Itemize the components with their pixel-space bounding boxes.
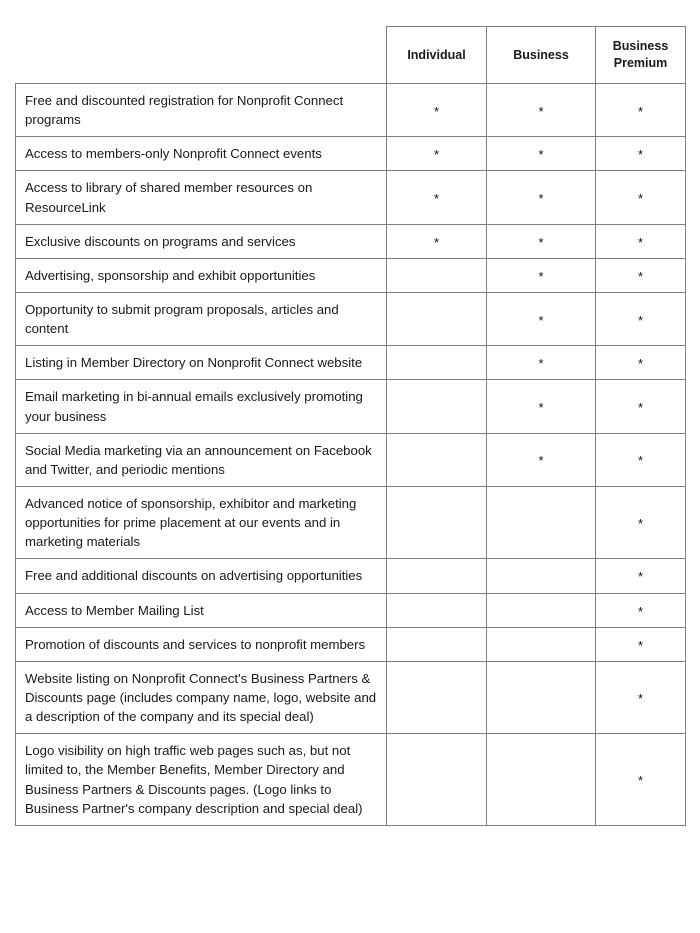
benefit-mark-cell-business [487,627,596,661]
column-header-business-premium [596,27,686,84]
column-header-business: Business [487,27,596,84]
table-row [16,486,686,558]
benefit-mark-cell-business [487,292,596,345]
table-row [16,593,686,627]
benefit-mark-cell-premium [596,346,686,380]
asterisk-icon: * [538,268,544,284]
asterisk-icon: * [538,191,544,207]
benefit-description-cell: Exclusive discounts on programs and services [16,224,387,258]
table-row [16,346,686,380]
asterisk-icon: * [538,147,544,163]
asterisk-icon: * [637,637,644,653]
benefit-mark-cell-business [487,559,596,593]
benefit-mark-cell-business [487,593,596,627]
benefit-mark-cell-premium [596,224,686,258]
benefit-mark-cell-premium [596,84,686,137]
benefit-mark-cell-individual [387,734,487,826]
asterisk-icon: * [538,453,544,469]
asterisk-icon: * [637,312,644,328]
benefit-mark-cell-premium [596,292,686,345]
table-row [16,292,686,345]
benefit-mark-cell-premium [596,627,686,661]
benefit-mark-cell-premium [596,593,686,627]
table-row [16,627,686,661]
asterisk-icon: * [637,268,644,284]
benefit-mark-cell-business [487,486,596,558]
table-row [16,84,686,137]
benefit-description-cell: Advertising, sponsorship and exhibit opportunities [16,258,387,292]
benefit-mark-cell-individual [387,486,487,558]
benefit-mark-cell-individual [387,224,487,258]
benefit-description-cell: Promotion of discounts and services to nonprofit members [16,627,387,661]
benefit-description-cell: Opportunity to submit program proposals, articles and content [16,292,387,345]
table-header-row [16,27,686,84]
table-row [16,137,686,171]
benefit-mark-cell-individual [387,292,487,345]
benefit-mark-cell-business [487,137,596,171]
table-row [16,171,686,224]
benefit-description-cell: Listing in Member Directory on Nonprofit Connect website [16,346,387,380]
asterisk-icon: * [538,400,544,416]
benefit-mark-cell-premium [596,486,686,558]
benefit-mark-cell-individual [387,137,487,171]
benefit-mark-cell-business [487,84,596,137]
benefit-mark-cell-individual [387,433,487,486]
benefit-description-cell: Email marketing in bi-annual emails exclusively promoting your business [16,380,387,433]
benefit-mark-cell-individual [387,258,487,292]
benefit-mark-cell-premium [596,380,686,433]
table-body [16,84,686,826]
asterisk-icon: * [433,191,440,207]
column-header-business-premium-line2: Premium [613,56,668,70]
column-header-individual: Individual [387,27,487,84]
benefit-mark-cell-business [487,734,596,826]
asterisk-icon: * [637,691,644,707]
table-header [16,27,686,84]
column-header-business-premium-line1: Business [612,39,669,54]
benefit-mark-cell-business [487,171,596,224]
header-corner-cell [16,27,387,84]
benefit-mark-cell-premium [596,433,686,486]
benefit-description-cell: Free and additional discounts on advertising opportunities [16,559,387,593]
asterisk-icon: * [637,356,644,372]
table-row [16,224,686,258]
table-row [16,380,686,433]
table-row [16,661,686,733]
membership-benefits-table [15,26,686,826]
asterisk-icon: * [637,191,644,207]
asterisk-icon: * [637,773,644,789]
benefit-mark-cell-premium [596,559,686,593]
asterisk-icon: * [433,103,440,119]
benefit-mark-cell-business [487,346,596,380]
benefit-description-cell: Access to members-only Nonprofit Connect events [16,137,387,171]
asterisk-icon: * [538,234,544,250]
benefit-mark-cell-premium [596,137,686,171]
benefit-mark-cell-premium [596,734,686,826]
asterisk-icon: * [637,453,644,469]
benefit-description-cell: Website listing on Nonprofit Connect's Business Partners & Discounts page (includes company name, logo, website and a description of the company and its special deal) [16,661,387,733]
benefit-description-cell: Advanced notice of sponsorship, exhibitor and marketing opportunities for prime placement at our events and in marketing materials [16,486,387,558]
benefit-mark-cell-business [487,258,596,292]
benefit-mark-cell-business [487,661,596,733]
benefit-description-cell: Logo visibility on high traffic web pages such as, but not limited to, the Member Benefits, Member Directory and Business Partners & Discounts pages. (Logo links to Business Partner's company description and special deal) [16,734,387,826]
benefit-description-cell: Access to library of shared member resources on ResourceLink [16,171,387,224]
benefit-mark-cell-business [487,224,596,258]
benefit-mark-cell-individual [387,593,487,627]
asterisk-icon: * [433,147,440,163]
benefit-mark-cell-premium [596,258,686,292]
benefit-mark-cell-business [487,433,596,486]
asterisk-icon: * [538,103,544,119]
benefit-description-cell: Social Media marketing via an announcement on Facebook and Twitter, and periodic mentions [16,433,387,486]
table-row [16,433,686,486]
asterisk-icon: * [433,234,440,250]
asterisk-icon: * [538,312,544,328]
benefit-mark-cell-premium [596,171,686,224]
benefit-mark-cell-individual [387,380,487,433]
table-row [16,734,686,826]
table-row [16,258,686,292]
asterisk-icon: * [637,234,644,250]
benefit-mark-cell-business [487,380,596,433]
benefit-mark-cell-premium [596,661,686,733]
asterisk-icon: * [637,103,644,119]
benefit-mark-cell-individual [387,627,487,661]
benefit-mark-cell-individual [387,171,487,224]
table-row [16,559,686,593]
benefit-mark-cell-individual [387,559,487,593]
asterisk-icon: * [637,569,644,585]
benefit-mark-cell-individual [387,346,487,380]
asterisk-icon: * [637,516,644,532]
benefit-description-cell: Access to Member Mailing List [16,593,387,627]
benefit-description-cell: Free and discounted registration for Nonprofit Connect programs [16,84,387,137]
benefit-mark-cell-individual [387,661,487,733]
asterisk-icon: * [538,356,544,372]
asterisk-icon: * [637,603,644,619]
asterisk-icon: * [637,400,644,416]
asterisk-icon: * [637,147,644,163]
benefit-mark-cell-individual [387,84,487,137]
